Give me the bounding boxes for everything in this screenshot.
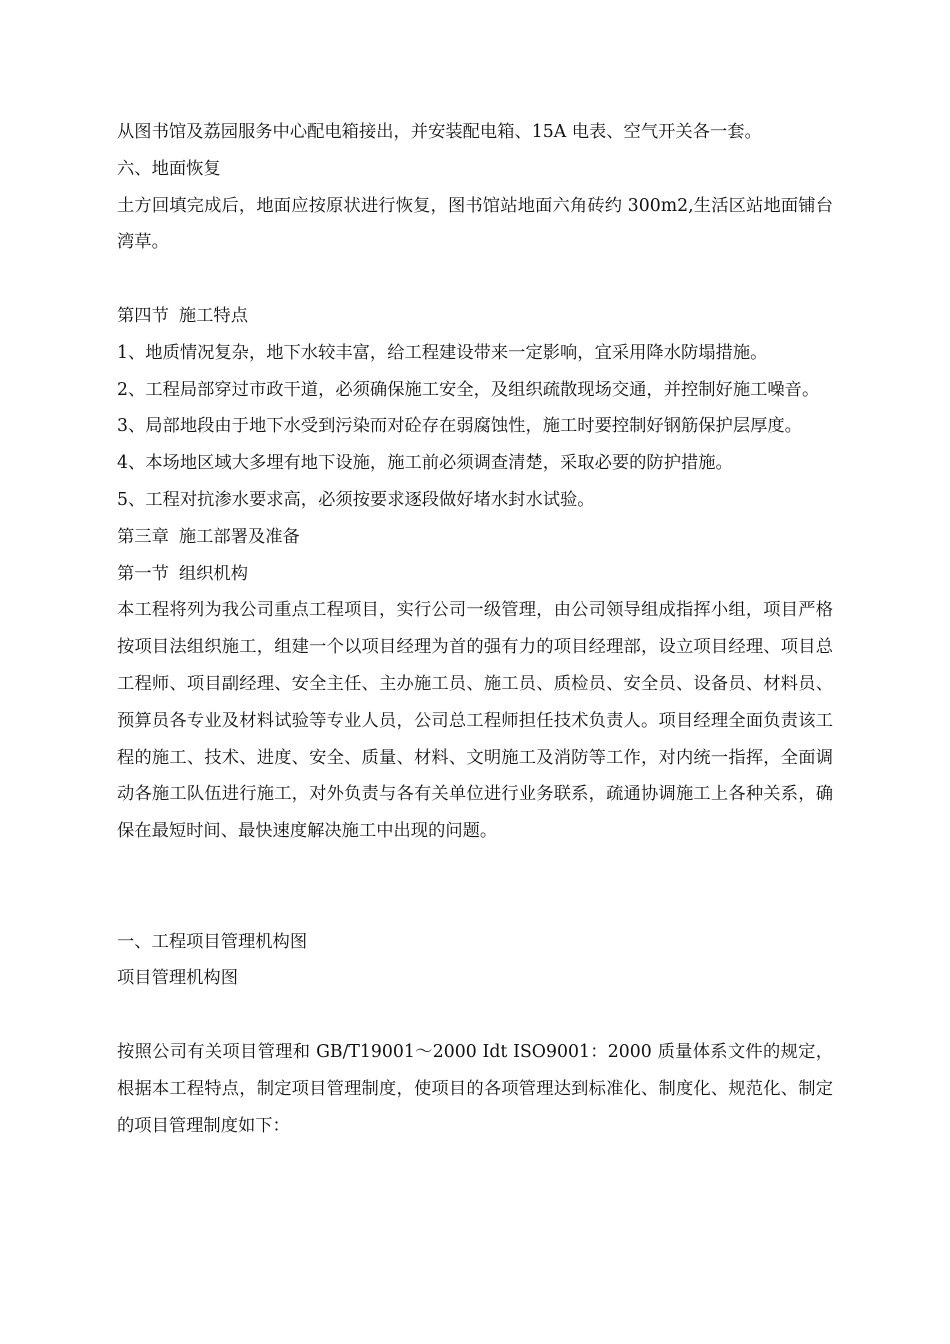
caption-org-chart: 项目管理机构图 [117,968,238,989]
section-title: 施工特点 [178,305,248,326]
heading-chapter-3 [117,519,833,556]
list-item-4: 4、本场地区域大多埋有地下设施，施工前必须调查清楚，采取必要的防护措施。 [117,453,733,474]
list-item-3: 3、局部地段由于地下水受到污染而对砼存在弱腐蚀性，施工时要控制好钢筋保护层厚度。 [117,416,802,437]
heading-org-chart: 一、工程项目管理机构图 [117,931,308,952]
list-item-5: 5、工程对抗渗水要求高，必须按要求逐段做好堵水封水试验。 [117,489,595,510]
spacer [117,997,833,1034]
section-number: 第四节 [117,305,169,326]
heading-section-4 [117,298,833,335]
paragraph-organization: 本工程将列为我公司重点工程项目，实行公司一级管理，由公司领导组成指挥小组，项目严格按项目法组织施工，组建一个以项目经理为首的强有力的项目经理部，设立项目经理、项目总工程师、项目副经理、安全主任、主办施工员、施工员、质检员、安全员、设备员、材料员、预算员各专业及材料试验等专业人员，公司总工程师担任技术负责人。项目经理全面负责该工程的施工、技术、进度、安全、质量、材料、文明施工及消防等工作，对内统一指挥，全面调动各施工队伍进行施工，对外负责与各有关单位进行业务联系，疏通协调施工上各种关系，确保在最短时间、最快速度解决施工中出现的问题。 [117,600,833,842]
paragraph-ground-restoration: 土方回填完成后，地面应按原状进行恢复，图书馆站地面六角砖约 300m2,生活区站地面铺台湾草。 [117,195,833,253]
paragraph-power-supply: 从图书馆及荔园服务中心配电箱接出，并安装配电箱、15A 电表、空气开关各一套。 [117,122,762,142]
list-item-2: 2、工程局部穿过市政干道，必须确保施工安全，及组织疏散现场交通，并控制好施工噪音。 [117,379,820,400]
section-title: 组织机构 [178,563,248,584]
heading-section-1 [117,556,833,593]
chapter-number: 第三章 [117,526,169,547]
section-number: 第一节 [117,563,169,584]
chapter-title: 施工部署及准备 [178,526,300,547]
heading-ground-restoration: 六、地面恢复 [117,158,221,179]
document-page [117,114,833,1144]
paragraph-management-system: 按照公司有关项目管理和 GB/T19001～2000 Idt ISO9001：2000 质量体系文件的规定，根据本工程特点，制定项目管理制度，使项目的各项管理达到标准化、制度化、规范化、制定的项目管理制度如下： [117,1041,833,1136]
spacer [117,850,833,924]
spacer [117,261,833,298]
list-item-1: 1、地质情况复杂，地下水较丰富，给工程建设带来一定影响，宜采用降水防塌措施。 [117,342,768,363]
